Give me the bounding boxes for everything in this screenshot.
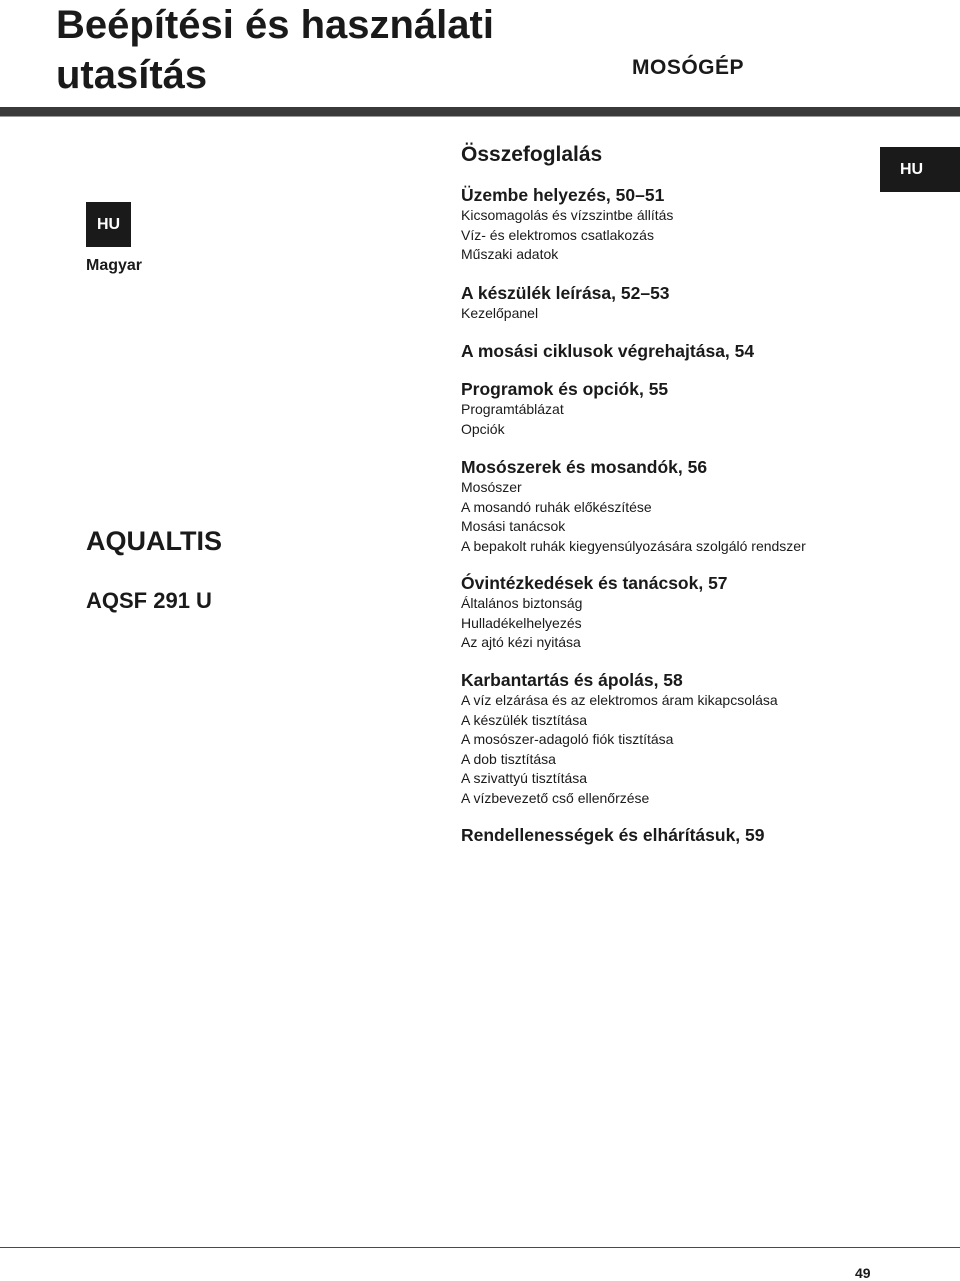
language-name: Magyar: [86, 257, 143, 274]
page-number: 49: [855, 1265, 871, 1281]
toc-item: Mosószer: [461, 479, 522, 495]
toc-section-detergents: [461, 456, 806, 556]
document-title: [56, 0, 494, 100]
toc-item: A víz elzárása és az elektromos áram kikapcsolása: [461, 692, 778, 708]
toc-item-list: [461, 400, 668, 439]
toc-section-wash-cycles: [461, 340, 754, 362]
toc-item: Műszaki adatok: [461, 246, 559, 262]
toc-section-installation: [461, 184, 673, 265]
toc-section-precautions: [461, 572, 728, 653]
toc-heading: Óvintézkedések és tanácsok, 57: [461, 573, 728, 593]
toc-item: A készülék tisztítása: [461, 711, 588, 728]
toc-item: Mosási tanácsok: [461, 518, 566, 534]
header-divider: [0, 107, 960, 116]
toc-heading: Karbantartás és ápolás, 58: [461, 670, 683, 690]
toc-item: Kezelőpanel: [461, 305, 539, 321]
toc-item: A mosószer-adagoló fiók tisztítása: [461, 731, 674, 747]
toc-item: Opciók: [461, 420, 505, 437]
toc-item: A szivattyú tisztítása: [461, 770, 588, 786]
document-title-line1: Beépítési és használati: [56, 3, 494, 47]
model-number: AQSF 291 U: [86, 588, 212, 613]
toc-item: A bepakolt ruhák kiegyensúlyozására szolgáló rendszer: [461, 537, 806, 554]
toc-section-troubleshooting: [461, 824, 765, 846]
toc-item: Programtáblázat: [461, 401, 564, 417]
toc-heading: Programok és opciók, 55: [461, 379, 669, 399]
toc-section-maintenance: [461, 669, 778, 808]
toc-item-list: [461, 478, 806, 556]
toc-item-list: [461, 304, 670, 324]
toc-section-programs: [461, 378, 668, 439]
toc-heading: Rendellenességek és elhárításuk, 59: [461, 825, 765, 845]
toc-section-description: [461, 282, 670, 324]
product-type: MOSÓGÉP: [632, 56, 745, 79]
language-tab: HU: [880, 147, 960, 192]
header-divider-thin: [0, 116, 960, 117]
toc-item: A vízbevezető cső ellenőrzése: [461, 789, 650, 806]
language-badge: HU: [86, 202, 131, 247]
toc-item: A dob tisztítása: [461, 750, 556, 767]
toc-item: Az ajtó kézi nyitása: [461, 634, 581, 650]
toc-heading: Üzembe helyezés, 50–51: [461, 185, 665, 205]
toc-item-list: [461, 594, 728, 653]
toc-title: Összefoglalás: [461, 143, 603, 166]
toc-item-list: [461, 691, 778, 808]
document-title-line2: utasítás: [56, 53, 208, 97]
toc-heading: A mosási ciklusok végrehajtása, 54: [461, 341, 755, 361]
footer-divider: [0, 1247, 960, 1248]
toc-item: Kicsomagolás és vízszintbe állítás: [461, 207, 674, 223]
toc-item: Általános biztonság: [461, 595, 583, 611]
toc-heading: A készülék leírása, 52–53: [461, 283, 670, 303]
toc-item: Hulladékelhelyezés: [461, 614, 582, 631]
toc-item: Víz- és elektromos csatlakozás: [461, 226, 654, 243]
toc-item-list: [461, 206, 673, 265]
toc-item: A mosandó ruhák előkészítése: [461, 498, 652, 515]
brand-name: AQUALTIS: [86, 526, 222, 556]
toc-heading: Mosószerek és mosandók, 56: [461, 457, 708, 477]
